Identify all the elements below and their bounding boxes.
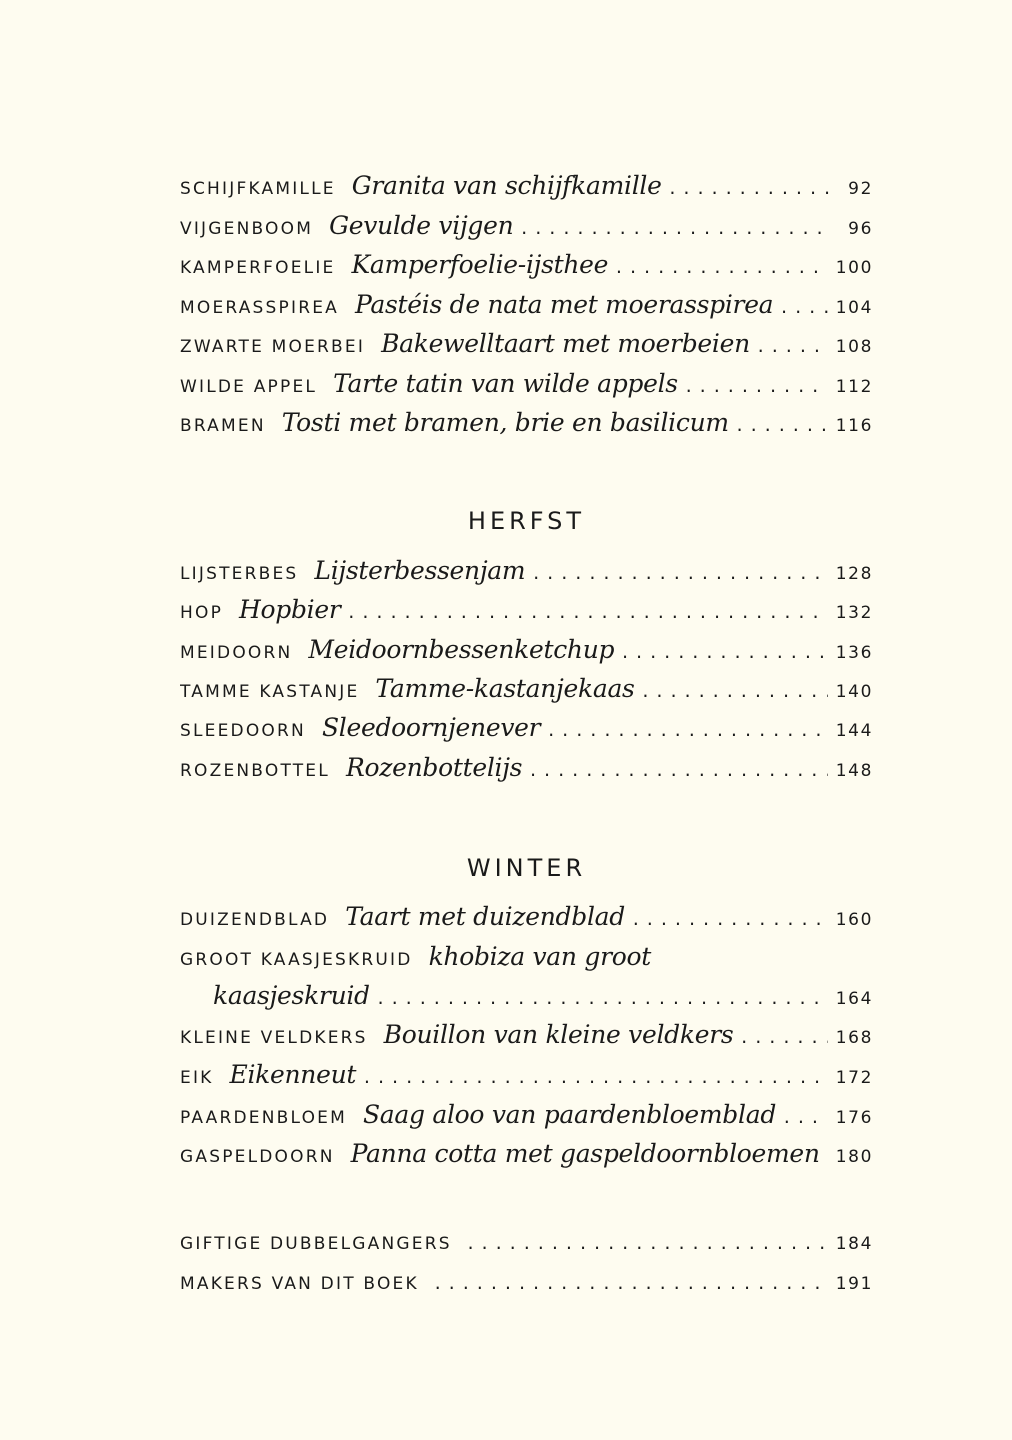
dot-leader bbox=[620, 643, 828, 662]
entry-page-number: 136 bbox=[835, 643, 873, 663]
entry-plant-label: LIJSTERBES bbox=[180, 564, 299, 584]
entry-recipe-title: Bouillon van kleine veldkers bbox=[383, 1020, 734, 1049]
toc-entry-makers-van-dit-boek[interactable] bbox=[180, 1274, 873, 1310]
entry-page-number: 104 bbox=[835, 298, 873, 318]
entry-page-number: 132 bbox=[835, 603, 873, 623]
entry-plant-label: SLEEDOORN bbox=[180, 721, 306, 741]
toc-entry-groot-kaasjeskruid[interactable] bbox=[180, 942, 873, 978]
entry-plant-label: VIJGENBOOM bbox=[180, 219, 314, 239]
entry-recipe-title-continued: kaasjeskruid bbox=[213, 981, 370, 1010]
entry-recipe-title: khobiza van groot bbox=[428, 942, 651, 971]
dot-leader bbox=[826, 1147, 828, 1166]
toc-entry-lijsterbes[interactable] bbox=[180, 556, 873, 592]
entry-page-number: 128 bbox=[835, 564, 873, 584]
toc-entry-kamperfoelie[interactable] bbox=[180, 250, 873, 286]
toc-entry-wilde-appel[interactable] bbox=[180, 369, 873, 405]
toc-entry-duizendblad[interactable] bbox=[180, 902, 873, 938]
toc-entry-rozenbottel[interactable] bbox=[180, 753, 873, 789]
toc-entry-zwarte-moerbei[interactable] bbox=[180, 329, 873, 365]
toc-entry-eik[interactable] bbox=[180, 1060, 873, 1096]
entry-page-number: 112 bbox=[835, 377, 873, 397]
entry-plant-label: KLEINE VELDKERS bbox=[180, 1028, 368, 1048]
entry-plant-label: ZWARTE MOERBEI bbox=[180, 337, 366, 357]
entry-recipe-title: Eikenneut bbox=[229, 1060, 357, 1089]
toc-entry-kleine-veldkers[interactable] bbox=[180, 1020, 873, 1056]
entry-page-number: 172 bbox=[835, 1068, 873, 1088]
entry-recipe-title: Pastéis de nata met moerasspirea bbox=[354, 290, 774, 319]
entry-page-number: 116 bbox=[835, 416, 873, 436]
entry-recipe-title: Kamperfoelie-ijsthee bbox=[351, 250, 609, 279]
dot-leader bbox=[641, 682, 828, 701]
toc-entry-paardenbloem[interactable] bbox=[180, 1100, 873, 1136]
entry-plant-label: EIK bbox=[180, 1068, 214, 1088]
entry-recipe-title: Taart met duizendblad bbox=[345, 902, 625, 931]
toc-entry-giftige-dubbelgangers[interactable] bbox=[180, 1234, 873, 1270]
entry-page-number: 148 bbox=[835, 761, 873, 781]
toc-entry-vijgenboom[interactable] bbox=[180, 211, 873, 247]
dot-leader bbox=[684, 377, 828, 396]
entry-page-number: 100 bbox=[835, 258, 873, 278]
entry-recipe-title: Meidoornbessenketchup bbox=[308, 635, 615, 664]
toc-entry-bramen[interactable] bbox=[180, 408, 873, 444]
entry-recipe-title: Lijsterbessenjam bbox=[314, 556, 526, 585]
dot-leader bbox=[347, 603, 828, 622]
dot-leader bbox=[614, 258, 828, 277]
dot-leader bbox=[631, 910, 828, 929]
entry-recipe-title: Sleedoornjenever bbox=[321, 713, 541, 742]
entry-plant-label: KAMPERFOELIE bbox=[180, 258, 336, 278]
entry-plant-label: DUIZENDBLAD bbox=[180, 910, 330, 930]
entry-recipe-title: Bakewelltaart met moerbeien bbox=[381, 329, 750, 358]
toc-entry-groot-kaasjeskruid-continued[interactable] bbox=[213, 981, 873, 1017]
entry-plant-label: PAARDENBLOEM bbox=[180, 1108, 347, 1128]
dot-leader bbox=[668, 179, 829, 198]
entry-label: MAKERS VAN DIT BOEK bbox=[180, 1274, 419, 1294]
dot-leader bbox=[782, 1108, 828, 1127]
entry-recipe-title: Granita van schijfkamille bbox=[351, 171, 662, 200]
entry-plant-label: TAMME KASTANJE bbox=[180, 682, 360, 702]
entry-page-number: 164 bbox=[835, 989, 873, 1009]
toc-entry-schijfkamille[interactable] bbox=[180, 171, 873, 207]
toc-entry-hop[interactable] bbox=[180, 595, 873, 631]
entry-page-number: 140 bbox=[835, 682, 873, 702]
toc-entry-gaspeldoorn[interactable] bbox=[180, 1139, 873, 1175]
entry-recipe-title: Rozenbottelijs bbox=[345, 753, 523, 782]
entry-recipe-title: Tarte tatin van wilde appels bbox=[333, 369, 678, 398]
entry-recipe-title: Tosti met bramen, brie en basilicum bbox=[281, 408, 729, 437]
dot-leader bbox=[433, 1274, 828, 1293]
toc-entry-sleedoorn[interactable] bbox=[180, 713, 873, 749]
dot-leader bbox=[739, 1028, 827, 1047]
entry-page-number: 96 bbox=[848, 219, 873, 239]
entry-page-number: 180 bbox=[835, 1147, 873, 1167]
entry-label: GIFTIGE DUBBELGANGERS bbox=[180, 1234, 452, 1254]
entry-plant-label: ROZENBOTTEL bbox=[180, 761, 330, 781]
dot-leader bbox=[362, 1068, 828, 1087]
dot-leader bbox=[376, 989, 828, 1008]
entry-recipe-title: Panna cotta met gaspeldoornbloemen bbox=[350, 1139, 820, 1168]
entry-recipe-title: Hopbier bbox=[239, 595, 341, 624]
dot-leader bbox=[756, 337, 828, 356]
entry-plant-label: GASPELDOORN bbox=[180, 1147, 335, 1167]
section-heading: WINTER bbox=[466, 854, 587, 882]
section-heading: HERFST bbox=[467, 507, 586, 535]
dot-leader bbox=[466, 1234, 828, 1253]
entry-plant-label: HOP bbox=[180, 603, 224, 623]
dot-leader bbox=[546, 721, 827, 740]
entry-plant-label: MOERASSPIREA bbox=[180, 298, 339, 318]
dot-leader bbox=[779, 298, 827, 317]
entry-page-number: 160 bbox=[835, 910, 873, 930]
entry-recipe-title: Tamme-kastanjekaas bbox=[375, 674, 635, 703]
dot-leader bbox=[735, 416, 828, 435]
entry-page-number: 176 bbox=[835, 1108, 873, 1128]
entry-plant-label: WILDE APPEL bbox=[180, 377, 318, 397]
entry-plant-label: GROOT KAASJESKRUID bbox=[180, 950, 413, 970]
entry-page-number: 92 bbox=[848, 179, 873, 199]
entry-page-number: 191 bbox=[835, 1274, 873, 1294]
entry-plant-label: BRAMEN bbox=[180, 416, 266, 436]
toc-entry-meidoorn[interactable] bbox=[180, 635, 873, 671]
entry-recipe-title: Saag aloo van paardenbloemblad bbox=[362, 1100, 777, 1129]
entry-page-number: 108 bbox=[835, 337, 873, 357]
dot-leader bbox=[528, 761, 828, 780]
entry-recipe-title: Gevulde vijgen bbox=[329, 211, 514, 240]
entry-page-number: 184 bbox=[835, 1234, 873, 1254]
dot-leader bbox=[519, 219, 829, 238]
entry-plant-label: MEIDOORN bbox=[180, 643, 293, 663]
entry-page-number: 168 bbox=[835, 1028, 873, 1048]
entry-plant-label: SCHIJFKAMILLE bbox=[180, 179, 336, 199]
toc-entry-moerasspirea[interactable] bbox=[180, 290, 873, 326]
toc-entry-tamme-kastanje[interactable] bbox=[180, 674, 873, 710]
entry-page-number: 144 bbox=[835, 721, 873, 741]
dot-leader bbox=[531, 564, 827, 583]
